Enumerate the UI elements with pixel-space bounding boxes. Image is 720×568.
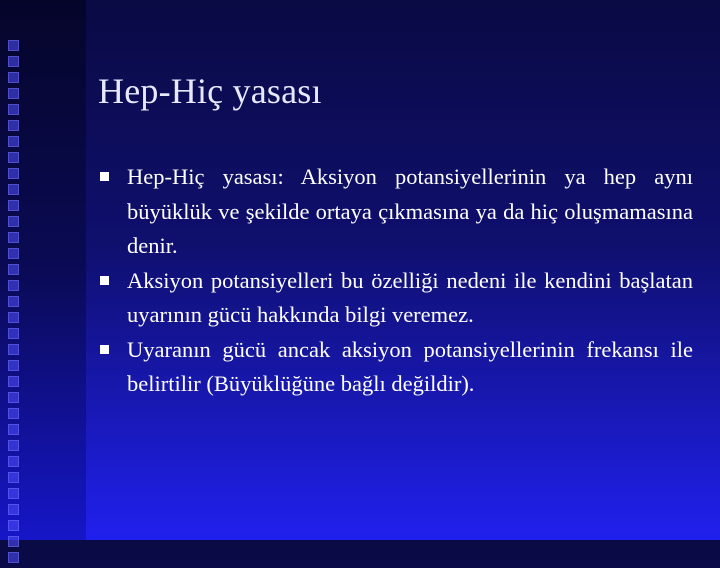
- decorative-square: [8, 376, 19, 387]
- decorative-square: [8, 168, 19, 179]
- decorative-square: [8, 120, 19, 131]
- decorative-square-pattern: [4, 40, 22, 568]
- square-bullet-icon: [100, 172, 109, 181]
- decorative-square: [8, 280, 19, 291]
- decorative-square: [8, 424, 19, 435]
- decorative-square: [8, 88, 19, 99]
- bullet-text: Aksiyon potansiyelleri bu özelliği nedeni ile kendini başlatan uyarının gücü hakkında bilgi veremez.: [127, 267, 693, 327]
- decorative-square: [8, 504, 19, 515]
- decorative-square: [8, 520, 19, 531]
- decorative-square: [8, 72, 19, 83]
- decorative-square: [8, 312, 19, 323]
- decorative-square: [8, 40, 19, 51]
- decorative-square: [8, 200, 19, 211]
- decorative-square: [8, 184, 19, 195]
- decorative-square: [8, 408, 19, 419]
- decorative-square: [8, 328, 19, 339]
- bullet-list: [98, 160, 693, 402]
- decorative-square: [8, 152, 19, 163]
- decorative-square: [8, 360, 19, 371]
- slide-title: Hep-Hiç yasası: [98, 71, 322, 111]
- square-bullet-icon: [100, 345, 109, 354]
- bullet-text: Hep-Hiç yasası: Aksiyon potansiyellerinin ya hep aynı büyüklük ve şekilde ortaya çıkmasına ya da hiç oluşmamasına denir.: [127, 164, 693, 258]
- decorative-square: [8, 456, 19, 467]
- decorative-square: [8, 216, 19, 227]
- bullet-item: [98, 160, 693, 264]
- decorative-square: [8, 296, 19, 307]
- bullet-text: Uyaranın gücü ancak aksiyon potansiyellerinin frekansı ile belirtilir (Büyüklüğüne bağlı değildir).: [127, 336, 693, 396]
- decorative-square: [8, 104, 19, 115]
- decorative-square: [8, 232, 19, 243]
- decorative-square: [8, 440, 19, 451]
- decorative-square: [8, 552, 19, 563]
- decorative-square: [8, 472, 19, 483]
- left-decorative-strip: [0, 0, 86, 540]
- decorative-square: [8, 136, 19, 147]
- decorative-square: [8, 536, 19, 547]
- decorative-square: [8, 264, 19, 275]
- bullet-item: [98, 264, 693, 333]
- decorative-square: [8, 488, 19, 499]
- square-bullet-icon: [100, 276, 109, 285]
- bullet-item: [98, 333, 693, 402]
- decorative-square: [8, 344, 19, 355]
- decorative-square: [8, 248, 19, 259]
- decorative-square: [8, 392, 19, 403]
- decorative-square: [8, 56, 19, 67]
